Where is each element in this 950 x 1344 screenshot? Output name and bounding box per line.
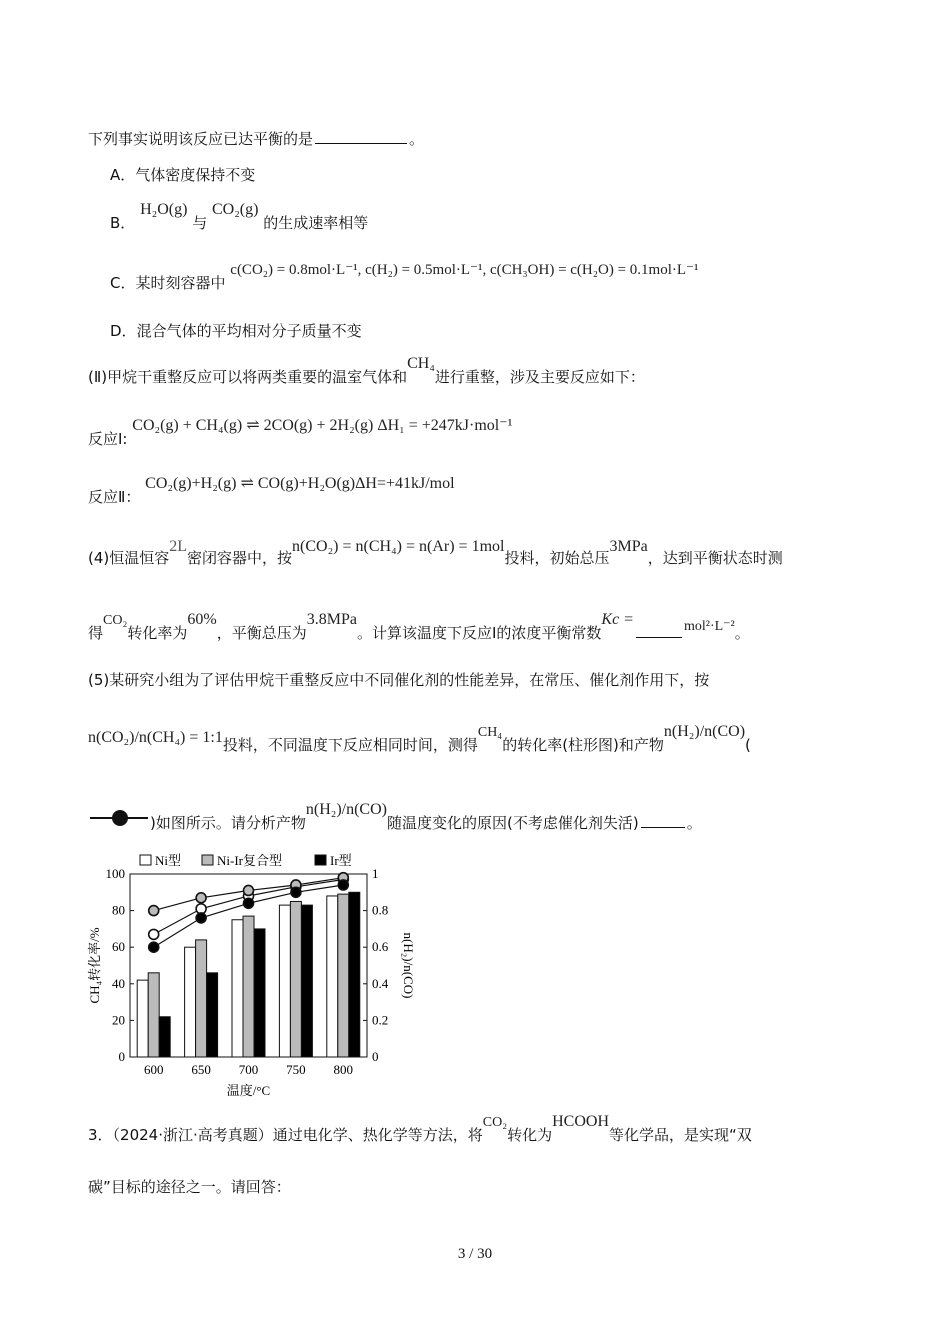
x-tick-label: 750: [286, 1062, 306, 1077]
q5-line3: )如图所示。请分析产物n(H₂)/n(CO)随温度变化的原因(不考虑催化剂失活) 。: [88, 794, 702, 830]
legend-label: Ni型: [155, 853, 182, 868]
bar: [137, 980, 148, 1057]
y-tick-label: 100: [105, 866, 125, 881]
q4-line1: (4)恒温恒容2L密闭容器中，按n(CO₂) = n(CH₄) = n(Ar) = 1mol投料，初始总压3MPa，达到平衡状态时测: [88, 538, 783, 567]
bar: [327, 896, 338, 1057]
y-tick-label: 40: [112, 975, 125, 991]
reaction-2-formula: CO₂(g)+H₂(g) ⇌ CO(g)+H₂O(g)ΔH=+41kJ/mol: [145, 475, 455, 492]
line-point: [244, 885, 254, 895]
legend-swatch: [315, 855, 326, 865]
y-right-tick-label: 0.4: [372, 975, 389, 991]
y-right-tick-label: 0.2: [372, 1012, 389, 1028]
y-right-axis-label: n(H₂)/n(CO): [401, 932, 416, 999]
reaction-1: 反应Ⅰ: CO₂(g) + CH₄(g) ⇌ 2CO(g) + 2H₂(g) ΔH₁ = +247kJ·mol⁻¹: [88, 417, 513, 448]
x-tick-label: 600: [143, 1062, 164, 1077]
q3-line1: 3．（2024·浙江·高考真题）通过电化学、热化学等方法，将CO₂转化为HCOOH等化学品，是实现“双: [88, 1113, 752, 1144]
kc-answer-blank[interactable]: [636, 635, 682, 638]
bar: [232, 920, 243, 1057]
legend-line-marker-icon: [88, 808, 150, 828]
q4-line2: 得CO₂转化率为60%，平衡总压为3.8MPa。计算该温度下反应Ⅰ的浓度平衡常数Kc = mol²·L⁻²。: [88, 611, 750, 642]
option-c[interactable]: C．某时刻容器中 c(CO₂) = 0.8mol·L⁻¹, c(H₂) = 0.5mol·L⁻¹, c(CH₃OH) = c(H₂O) = 0.1mol·L⁻¹: [110, 262, 699, 292]
option-a[interactable]: A．气体密度保持不变: [110, 166, 256, 184]
y-right-tick-label: 0.6: [372, 939, 389, 955]
bar: [196, 940, 207, 1057]
legend-swatch: [202, 855, 213, 865]
part2-intro: (Ⅱ)甲烷干重整反应可以将两类重要的温室气体和CH₄进行重整，涉及主要反应如下：: [88, 355, 645, 386]
q5-line2: n(CO₂)/n(CH₄) = 1:1投料，不同温度下反应相同时间，测得CH₄的转化率(柱形图)和产物n(H₂)/n(CO)(: [88, 723, 751, 754]
option-b[interactable]: B． H₂O(g) 与 CO₂(g) 的生成速率相等: [110, 201, 369, 232]
feed-formula: n(CO₂) = n(CH₄) = n(Ar) = 1mol: [292, 538, 505, 555]
concentration-formula: c(CO₂) = 0.8mol·L⁻¹, c(H₂) = 0.5mol·L⁻¹, c(CH₃OH) = c(H₂O) = 0.1mol·L⁻¹: [230, 262, 699, 278]
bar: [185, 947, 196, 1057]
catalyst-chart: [84, 842, 414, 1102]
legend-label: Ni-Ir复合型: [217, 853, 282, 868]
formula-ch4: CH₄: [407, 355, 435, 372]
bar: [148, 973, 159, 1057]
bar: [279, 905, 290, 1057]
reason-answer-blank[interactable]: [641, 825, 685, 828]
line-point: [244, 898, 254, 908]
line-point: [196, 893, 206, 903]
q5-line1: (5)某研究小组为了评估甲烷干重整反应中不同催化剂的性能差异，在常压、催化剂作用下，按: [88, 671, 710, 689]
ratio-formula: n(CO₂)/n(CH₄) = 1:1: [88, 729, 223, 746]
y-tick-label: 20: [112, 1012, 125, 1028]
option-d[interactable]: D．混合气体的平均相对分子质量不变: [110, 322, 362, 340]
line-point: [338, 880, 348, 890]
bar: [243, 916, 254, 1057]
x-tick-label: 800: [333, 1062, 354, 1077]
x-tick-label: 650: [191, 1062, 211, 1077]
y-axis-label: CH₄转化率/%: [87, 927, 102, 1004]
bar: [254, 929, 265, 1057]
answer-blank[interactable]: [315, 141, 407, 144]
x-tick-label: 700: [238, 1062, 259, 1077]
line-point: [149, 929, 159, 939]
y-tick-label: 0: [118, 1049, 125, 1064]
reaction-1-formula: CO₂(g) + CH₄(g) ⇌ 2CO(g) + 2H₂(g) ΔH₁ = +247kJ·mol⁻¹: [132, 417, 513, 434]
q3-line2: 碳”目标的途径之一。请回答：: [88, 1178, 291, 1196]
y-tick-label: 60: [112, 939, 125, 955]
y-right-tick-label: 0: [372, 1049, 379, 1064]
formula-h2o: H₂O(g): [140, 201, 188, 218]
y-right-tick-label: 1: [372, 866, 379, 881]
line-point: [291, 887, 301, 897]
bar: [290, 901, 301, 1057]
question-stem: 下列事实说明该反应已达平衡的是 。: [88, 130, 425, 148]
bar: [159, 1017, 170, 1057]
bar: [338, 894, 349, 1057]
line-point: [149, 942, 159, 952]
y-tick-label: 80: [112, 902, 125, 918]
legend-swatch: [140, 855, 151, 865]
line-point: [196, 913, 206, 923]
bar: [207, 973, 218, 1057]
line-point: [149, 906, 159, 916]
bar: [301, 905, 312, 1057]
formula-co2: CO₂(g): [212, 201, 259, 218]
reaction-2: 反应Ⅱ： CO₂(g)+H₂(g) ⇌ CO(g)+H₂O(g)ΔH=+41kJ/mol: [88, 475, 455, 506]
y-right-tick-label: 0.8: [372, 902, 389, 918]
page-number: 3 / 30: [457, 1246, 493, 1262]
x-axis-label: 温度/°C: [226, 1083, 271, 1098]
bar: [349, 892, 360, 1057]
legend-label: Ir型: [330, 853, 352, 868]
